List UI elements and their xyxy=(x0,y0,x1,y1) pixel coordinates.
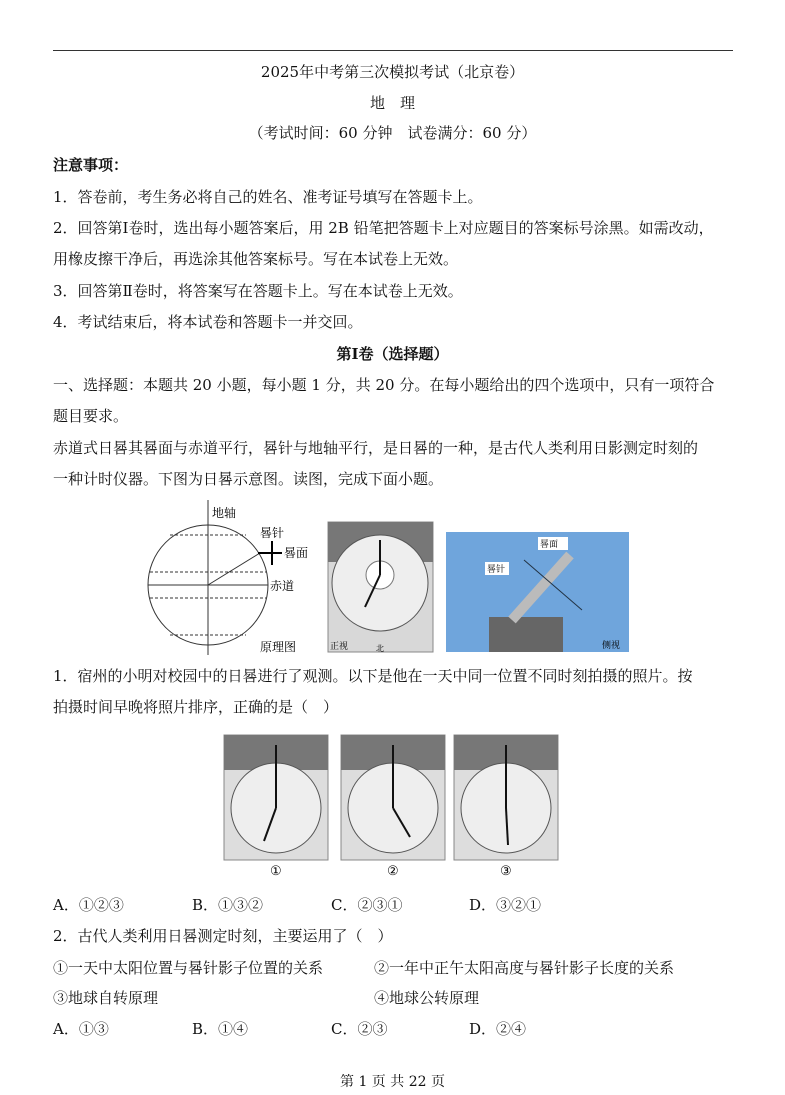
side-view-photo xyxy=(446,532,629,652)
q2-stem: 2．古代人类利用日晷测定时刻，主要运用了（ ） xyxy=(53,927,393,945)
photo-label: ① xyxy=(270,864,282,879)
label-north: 北 xyxy=(376,644,384,653)
q2-option-c: C．②③ xyxy=(331,1020,388,1038)
section-intro: 一、选择题：本题共 20 小题，每小题 1 分，共 20 分。在每小题给出的四个选项中，只有一项符合 xyxy=(53,376,715,394)
section-intro: 题目要求。 xyxy=(53,407,129,425)
label-side: 侧视 xyxy=(602,641,621,651)
page-footer: 第 1 页 共 22 页 xyxy=(340,1074,445,1090)
section-title: 第Ⅰ卷（选择题） xyxy=(336,345,449,363)
header-rule xyxy=(53,50,733,51)
label-gnomon: 晷针 xyxy=(260,526,285,540)
q2-option-b: B．①④ xyxy=(192,1020,249,1038)
q1-stem: 拍摄时间早晚将照片排序，正确的是（ ） xyxy=(53,698,339,716)
q2-statement: ④地球公转原理 xyxy=(374,989,480,1007)
time-info: （考试时间：60 分钟 试卷满分：60 分） xyxy=(248,124,537,142)
label-equator: 赤道 xyxy=(270,579,295,593)
material-text: 一种计时仪器。下图为日晷示意图。读图，完成下面小题。 xyxy=(53,470,444,488)
label-axis: 地轴 xyxy=(212,506,237,520)
q1-stem: 1．宿州的小明对校园中的日晷进行了观测。以下是他在一天中同一位置不同时刻拍摄的照片。按 xyxy=(53,667,693,685)
label-principle: 原理图 xyxy=(260,640,297,654)
notice-heading: 注意事项： xyxy=(53,156,129,174)
q1-option-c: C．②③① xyxy=(331,896,403,914)
label-front: 正视 xyxy=(330,642,349,652)
notice-item: 4．考试结束后，将本试卷和答题卡一并交回。 xyxy=(53,313,363,331)
q2-statement: ②一年中正午太阳高度与晷针影子长度的关系 xyxy=(374,959,675,977)
notice-item: 3．回答第Ⅱ卷时，将答案写在答题卡上。写在本试卷上无效。 xyxy=(53,282,463,300)
q1-option-d: D．③②① xyxy=(469,896,542,914)
q2-statement: ①一天中太阳位置与晷针影子位置的关系 xyxy=(53,959,324,977)
label-side-gnomon: 晷针 xyxy=(487,565,506,575)
photo-2 xyxy=(341,735,445,879)
notice-item: 2．回答第Ⅰ卷时，选出每小题答案后，用 2B 铅笔把答题卡上对应题目的答案标号涂黑。如需改动， xyxy=(53,219,714,237)
q2-statement: ③地球自转原理 xyxy=(53,989,159,1007)
notice-item: 用橡皮擦干净后，再选涂其他答案标号。写在本试卷上无效。 xyxy=(53,250,459,268)
q2-option-d: D．②④ xyxy=(469,1020,527,1038)
photo-label: ② xyxy=(387,864,399,879)
front-view-photo xyxy=(328,522,433,653)
label-dial: 晷面 xyxy=(284,546,309,560)
q2-option-a: A．①③ xyxy=(53,1020,109,1038)
material-text: 赤道式日晷其晷面与赤道平行，晷针与地轴平行，是日晷的一种，是古代人类利用日影测定时刻的 xyxy=(53,439,699,457)
sundial-figure xyxy=(140,495,640,657)
photo-label: ③ xyxy=(500,864,512,879)
notice-item: 1．答卷前，考生务必将自己的姓名、准考证号填写在答题卡上。 xyxy=(53,188,483,206)
subject: 地 理 xyxy=(369,94,415,112)
q1-option-a: A．①②③ xyxy=(53,896,124,914)
photo-3 xyxy=(454,735,558,879)
label-side-dial: 晷面 xyxy=(540,540,559,550)
principle-diagram xyxy=(148,500,308,655)
photo-1 xyxy=(224,735,328,879)
q1-option-b: B．①③② xyxy=(192,896,264,914)
q1-photos xyxy=(222,733,562,881)
exam-title: 2025年中考第三次模拟考试（北京卷） xyxy=(260,63,525,81)
